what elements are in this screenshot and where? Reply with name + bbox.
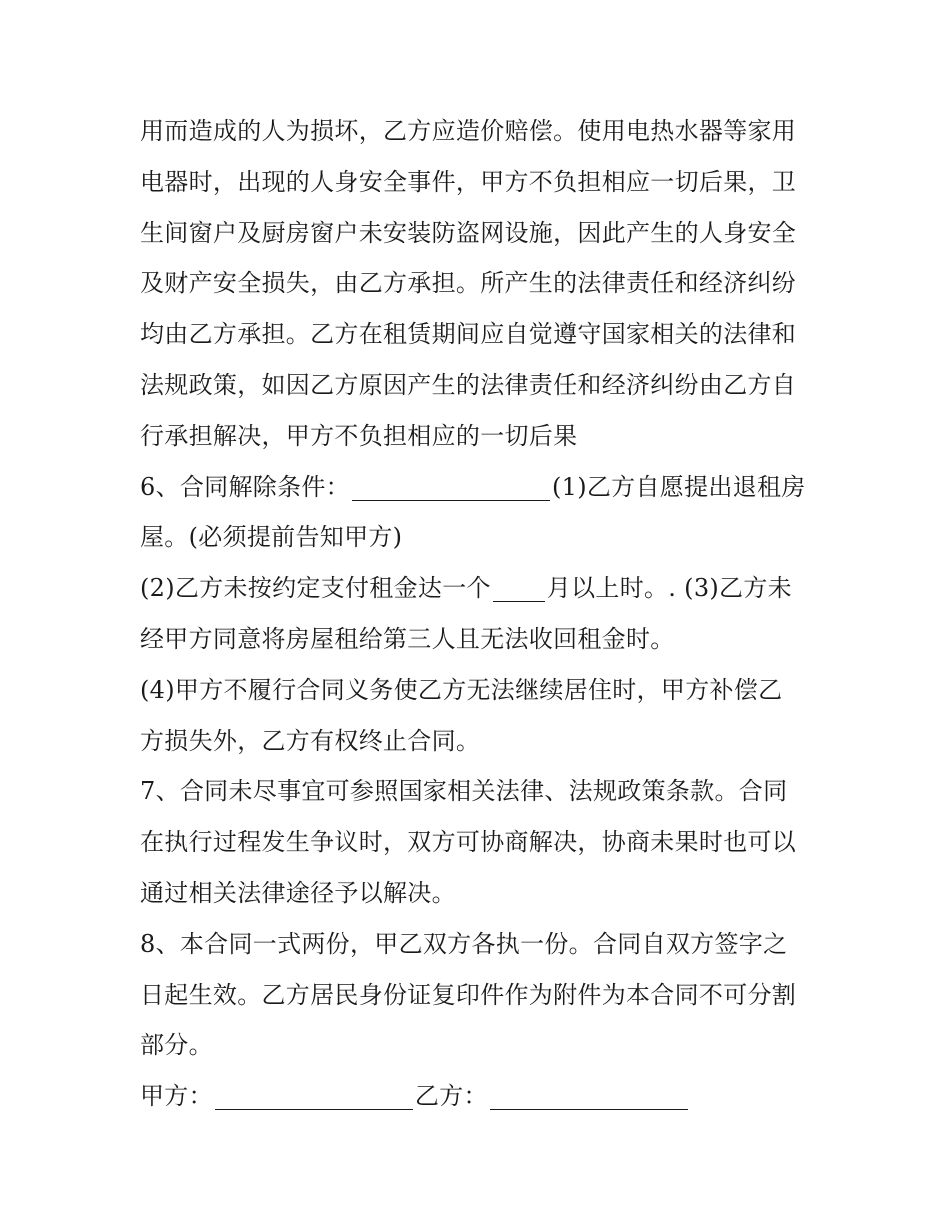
clause-8-line: 8、本合同一式两份，甲乙双方各执一份。合同自双方签字之 bbox=[140, 929, 788, 958]
clause-6-suffix: (1)乙方自愿提出退租房 bbox=[551, 472, 806, 501]
clause-7-line: 通过相关法律途径予以解决。 bbox=[140, 878, 456, 907]
paragraph-line: 生间窗户及厨房窗户未安装防盗网设施，因此产生的人身安全 bbox=[140, 218, 797, 247]
paragraph-line: 用而造成的人为损坏，乙方应造价赔偿。使用电热水器等家用 bbox=[140, 117, 797, 145]
contract-body bbox=[140, 106, 830, 1122]
clause-8-line: 部分。 bbox=[140, 1031, 213, 1060]
paragraph-line: 法规政策，如因乙方原因产生的法律责任和经济纠纷由乙方自 bbox=[140, 370, 797, 399]
clause-6-line-2: 屋。(必须提前告知甲方) bbox=[140, 523, 403, 552]
paragraph-line: 电器时，出现的人身安全事件，甲方不负担相应一切后果，卫 bbox=[140, 167, 797, 196]
clause-8-line: 日起生效。乙方居民身份证复印件作为附件为本合同不可分割 bbox=[140, 980, 797, 1009]
clause-6-line bbox=[140, 462, 830, 513]
paragraph-line: 均由乙方承担。乙方在租赁期间应自觉遵守国家相关的法律和 bbox=[140, 320, 797, 349]
party-b-label: 乙方： bbox=[414, 1082, 488, 1111]
clause-6-item-4-cont: 方损失外，乙方有权终止合同。 bbox=[140, 726, 481, 755]
paragraph-line: 及财产安全损失，由乙方承担。所产生的法律责任和经济纠纷 bbox=[140, 269, 797, 298]
clause-6-prefix: 6、合同解除条件： bbox=[140, 472, 350, 501]
clause-7-line: 在执行过程发生争议时，双方可协商解决，协商未果时也可以 bbox=[140, 828, 797, 857]
months-blank bbox=[493, 571, 545, 602]
party-a-label: 甲方： bbox=[140, 1082, 213, 1111]
clause-6-item-3: 经甲方同意将房屋租给第三人且无法收回租金时。 bbox=[140, 624, 675, 653]
clause-7-line: 7、合同未尽事宜可参照国家相关法律、法规政策条款。合同 bbox=[140, 777, 788, 806]
signature-line bbox=[140, 1071, 830, 1122]
clause-6-item-2 bbox=[140, 563, 830, 614]
paragraph-line: 行承担解决，甲方不负担相应的一切后果 bbox=[140, 421, 578, 450]
party-a-signature-blank bbox=[215, 1079, 413, 1110]
party-b-signature-blank bbox=[490, 1079, 688, 1110]
clause-6-item-2-prefix: (2)乙方未按约定支付租金达一个 bbox=[140, 574, 491, 603]
clause-6-item-2-suffix: 月以上时。. (3)乙方未 bbox=[546, 574, 792, 603]
clause-6-item-4: (4)甲方不履行合同义务使乙方无法继续居住时，甲方补偿乙 bbox=[140, 675, 783, 704]
termination-conditions-blank bbox=[352, 470, 550, 501]
